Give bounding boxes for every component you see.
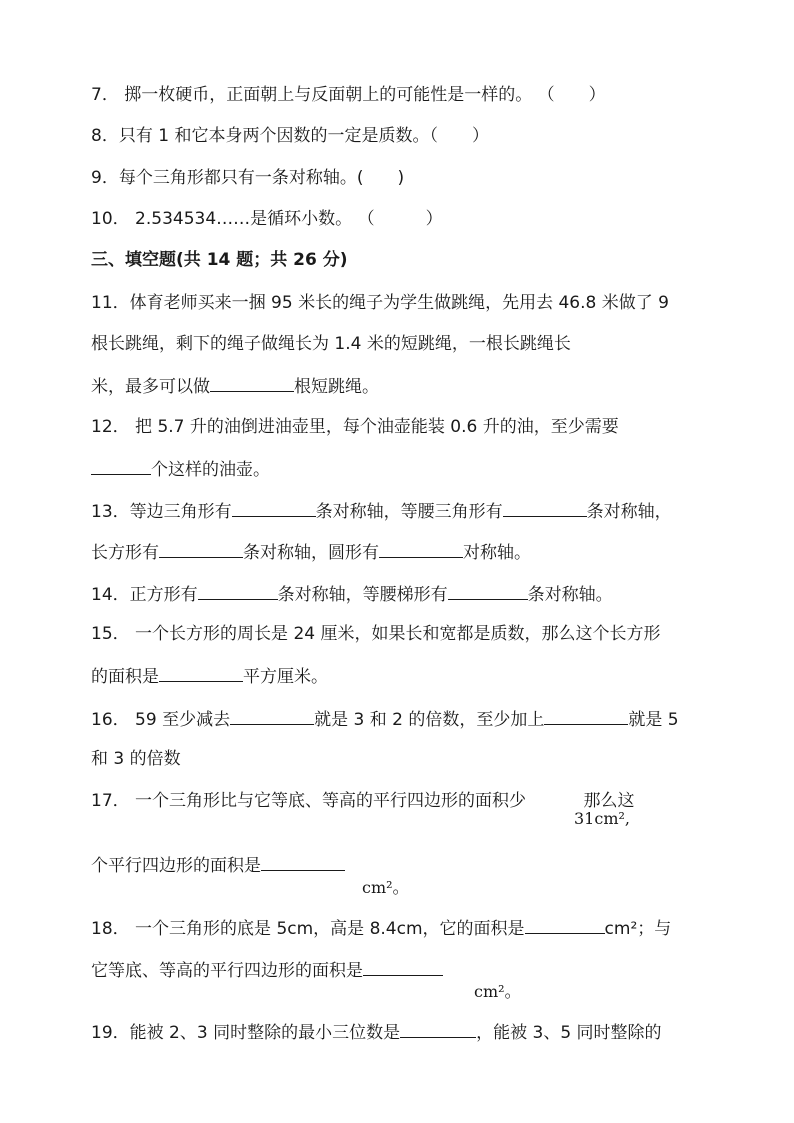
question-16-line-2: 和 3 的倍数	[91, 749, 181, 769]
answer-parentheses: （ ）	[537, 85, 606, 105]
answer-blank[interactable]	[210, 374, 294, 392]
question-text: cm²；与	[604, 919, 672, 939]
question-17-line-1	[91, 790, 634, 812]
question-text: 根短跳绳。	[294, 377, 379, 397]
answer-blank[interactable]	[544, 707, 628, 725]
question-text: 2.534534……是循环小数。	[135, 209, 353, 229]
question-number: 7．	[91, 85, 119, 105]
question-text: 就是 5	[628, 710, 679, 730]
formula-area: 31cm²,	[574, 809, 630, 828]
question-text: 长方形有	[91, 543, 159, 563]
question-text: 一个长方形的周长是 24 厘米，如果长和宽都是质数，那么这个长方形	[135, 624, 661, 644]
answer-blank[interactable]	[230, 707, 314, 725]
question-text: 条对称轴，圆形有	[243, 543, 379, 563]
answer-blank[interactable]	[159, 540, 243, 558]
answer-blank[interactable]	[400, 1020, 476, 1038]
question-9	[91, 167, 404, 189]
question-number: 10．	[91, 209, 130, 229]
question-number: 8．	[91, 126, 119, 146]
question-text: 平方厘米。	[243, 667, 328, 687]
question-text: 能被 2、3 同时整除的最小三位数是	[129, 1023, 401, 1043]
answer-blank[interactable]	[198, 582, 278, 600]
question-text: 一个三角形的底是 5cm，高是 8.4cm，它的面积是	[135, 919, 525, 939]
question-text: 个平行四边形的面积是	[91, 856, 261, 876]
question-number: 18．	[91, 919, 130, 939]
question-text: 体育老师买来一捆 95 米长的绳子为学生做跳绳，先用去 46.8 米做了 9	[129, 293, 669, 313]
question-text: 。	[392, 878, 410, 898]
question-text: 条对称轴，	[586, 502, 672, 522]
answer-blank[interactable]	[91, 457, 151, 475]
question-text: 对称轴。	[463, 543, 531, 563]
question-text: 就是 3 和 2 的倍数，至少加上	[314, 710, 545, 730]
question-7	[91, 84, 606, 106]
answer-blank[interactable]	[261, 853, 345, 871]
question-text: ，能被 3、5 同时整除的	[476, 1023, 662, 1043]
question-text: 掷一枚硬币，正面朝上与反面朝上的可能性是一样的。	[124, 85, 533, 105]
question-text: 条对称轴，等腰三角形有	[315, 502, 503, 522]
question-13-line-1	[91, 499, 672, 523]
answer-blank[interactable]	[448, 582, 528, 600]
question-text: 等边三角形有	[129, 502, 232, 522]
question-text: 59 至少减去	[135, 710, 231, 730]
answer-parentheses: （ ）	[429, 126, 489, 146]
question-text: 把 5.7 升的油倒进油壶里，每个油壶能装 0.6 升的油，至少需要	[135, 417, 619, 437]
question-text: 每个三角形都只有一条对称轴。	[118, 168, 357, 188]
question-text: 的面积是	[91, 667, 159, 687]
question-text: 一个三角形比与它等底、等高的平行四边形的面积少	[135, 791, 527, 811]
question-10	[91, 208, 443, 230]
answer-blank[interactable]	[379, 540, 463, 558]
question-text: 它等底、等高的平行四边形的面积是	[91, 961, 363, 981]
question-number: 9．	[91, 168, 119, 188]
question-text: 只有 1 和它本身两个因数的一定是质数。	[118, 126, 430, 146]
question-18-line-2	[91, 958, 443, 982]
question-17-line-2	[91, 853, 345, 877]
question-18-unit	[474, 977, 522, 1002]
question-14	[91, 582, 613, 606]
question-12-line-1	[91, 416, 619, 438]
question-11-line-2: 根长跳绳，剩下的绳子做绳长为 1.4 米的短跳绳，一根长跳绳长	[91, 334, 571, 354]
question-19	[91, 1020, 662, 1044]
question-8	[91, 125, 489, 147]
answer-parentheses: （ ）	[357, 209, 443, 229]
question-text: 米，最多可以做	[91, 377, 210, 397]
answer-parentheses: ( )	[356, 168, 405, 188]
answer-blank[interactable]	[525, 916, 605, 934]
question-text: 条对称轴，等腰梯形有	[277, 585, 448, 605]
question-number: 19．	[91, 1023, 130, 1043]
question-text: 正方形有	[129, 585, 198, 605]
unit-label: cm²	[362, 878, 393, 897]
question-11-line-1	[91, 292, 669, 314]
question-18-line-1	[91, 916, 671, 940]
section-heading: 三、填空题(共 14 题；共 26 分)	[91, 250, 348, 270]
question-15-line-2	[91, 664, 328, 688]
question-15-line-1	[91, 623, 661, 645]
answer-blank[interactable]	[363, 958, 443, 976]
question-12-line-2	[91, 457, 270, 481]
question-text: 条对称轴。	[527, 585, 613, 605]
question-number: 13．	[91, 502, 130, 522]
answer-blank[interactable]	[503, 499, 587, 517]
question-number: 14．	[91, 585, 130, 605]
question-17-unit	[362, 873, 410, 898]
question-number: 12．	[91, 417, 130, 437]
answer-blank[interactable]	[159, 664, 243, 682]
question-number: 11．	[91, 293, 130, 313]
answer-blank[interactable]	[232, 499, 316, 517]
question-text: 那么这	[583, 791, 635, 811]
question-text: 个这样的油壶。	[151, 460, 270, 480]
question-16-line-1	[91, 707, 679, 731]
question-text: 。	[504, 982, 522, 1002]
question-13-line-2	[91, 540, 531, 564]
question-11-line-3	[91, 374, 379, 398]
question-number: 15．	[91, 624, 130, 644]
question-number: 17．	[91, 791, 130, 811]
unit-label: cm²	[474, 982, 505, 1001]
question-number: 16．	[91, 710, 130, 730]
